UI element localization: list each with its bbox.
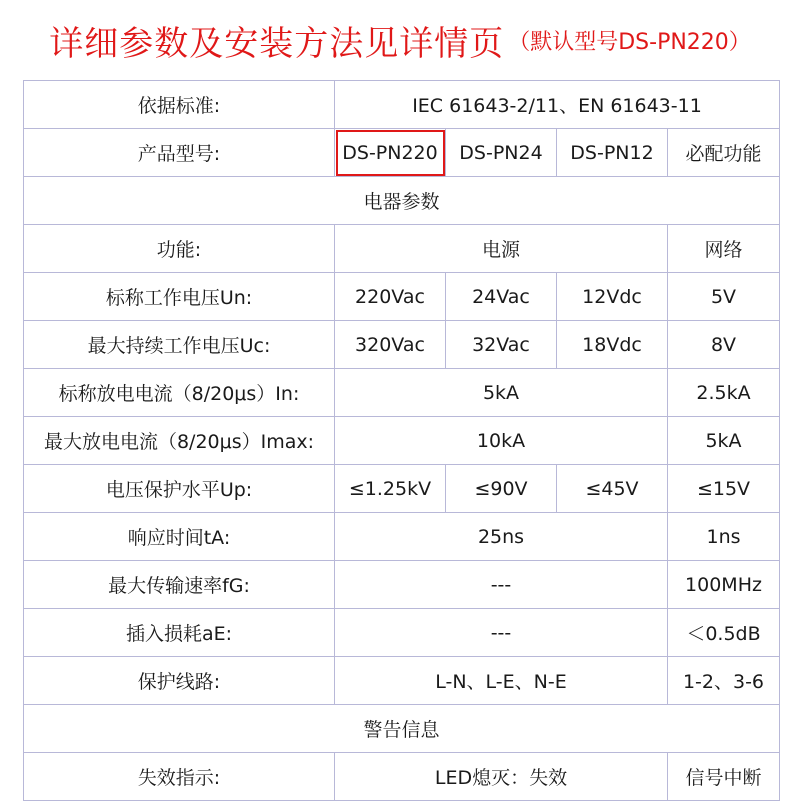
table-cell: ≤15V (668, 465, 780, 513)
table-cell: 5kA (335, 369, 668, 417)
table-cell: 24Vac (446, 273, 557, 321)
table-row (24, 561, 780, 609)
table-row (24, 417, 780, 465)
row-label: 保护线路: (24, 657, 335, 705)
table-cell: 100MHz (668, 561, 780, 609)
table-cell: 5kA (668, 417, 780, 465)
table-row (24, 81, 780, 129)
row-label: 最大放电电流（8/20μs）Imax: (24, 417, 335, 465)
table-cell: ≤90V (446, 465, 557, 513)
table-cell: 12Vdc (557, 273, 668, 321)
model-selected[interactable]: DS-PN220 (335, 129, 446, 177)
power-header: 电源 (335, 225, 668, 273)
page-subtitle: （默认型号DS-PN220） (508, 29, 751, 55)
table-row (24, 657, 780, 705)
row-label: 响应时间tA: (24, 513, 335, 561)
section-row (24, 177, 780, 225)
table-row (24, 129, 780, 177)
row-label: 产品型号: (24, 129, 335, 177)
table-cell: 1ns (668, 513, 780, 561)
section-heading: 警告信息 (24, 705, 780, 753)
table-cell: 220Vac (335, 273, 446, 321)
section-heading: 电器参数 (24, 177, 780, 225)
table-row (24, 273, 780, 321)
table-cell: 2.5kA (668, 369, 780, 417)
model-option[interactable]: DS-PN24 (446, 129, 557, 177)
row-label: 最大传输速率fG: (24, 561, 335, 609)
row-label: 标称放电电流（8/20μs）In: (24, 369, 335, 417)
table-cell: 5V (668, 273, 780, 321)
table-cell: L-N、L-E、N-E (335, 657, 668, 705)
table-row (24, 753, 780, 801)
model-option[interactable]: DS-PN12 (557, 129, 668, 177)
page-header (0, 0, 800, 80)
table-cell: LED熄灭：失效 (335, 753, 668, 801)
table-cell: ＜0.5dB (668, 609, 780, 657)
network-header: 网络 (668, 225, 780, 273)
table-cell: 1-2、3-6 (668, 657, 780, 705)
table-cell: --- (335, 609, 668, 657)
row-label: 失效指示: (24, 753, 335, 801)
page-title: 详细参数及安装方法见详情页 (49, 23, 505, 64)
row-label: 依据标准: (24, 81, 335, 129)
table-cell: 32Vac (446, 321, 557, 369)
table-cell: 25ns (335, 513, 668, 561)
required-function-header: 必配功能 (668, 129, 780, 177)
row-label: 电压保护水平Up: (24, 465, 335, 513)
table-row (24, 225, 780, 273)
table-cell: 8V (668, 321, 780, 369)
table-cell: 10kA (335, 417, 668, 465)
table-row (24, 321, 780, 369)
table-cell: 18Vdc (557, 321, 668, 369)
table-cell: 信号中断 (668, 753, 780, 801)
table-row (24, 465, 780, 513)
table-cell: 320Vac (335, 321, 446, 369)
row-label: 插入损耗aE: (24, 609, 335, 657)
table-row (24, 513, 780, 561)
row-label: 标称工作电压Un: (24, 273, 335, 321)
table-cell: ≤1.25kV (335, 465, 446, 513)
spec-table (23, 80, 780, 801)
table-cell: ≤45V (557, 465, 668, 513)
standard-value: IEC 61643-2/11、EN 61643-11 (335, 81, 780, 129)
section-row (24, 705, 780, 753)
table-row (24, 609, 780, 657)
table-row (24, 369, 780, 417)
row-label: 功能: (24, 225, 335, 273)
row-label: 最大持续工作电压Uc: (24, 321, 335, 369)
table-cell: --- (335, 561, 668, 609)
